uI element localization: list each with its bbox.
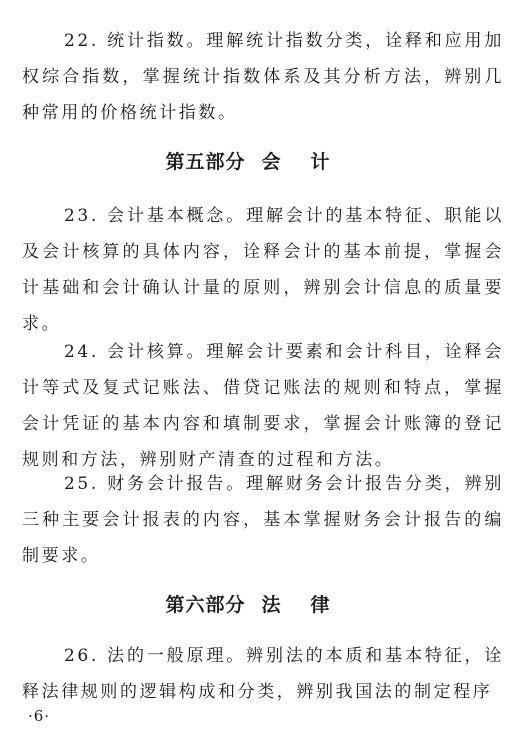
part-six-label: 第六部分 (165, 594, 246, 616)
part-five-topic: 会计 (261, 151, 360, 173)
item-25-financial-reports: 25. 财务会计报告。理解财务会计报告分类，辨别三种主要会计报表的内容，基本掌握财务会计报告的编制要求。 (22, 474, 504, 566)
item-26-law-principles: 26. 法的一般原理。辨别法的本质和基本特征，诠释法律规则的逻辑构成和分类，辨别我国法的制定程序 (22, 646, 504, 702)
item-22-statistical-index: 22. 统计指数。理解统计指数分类，诠释和应用加权综合指数，掌握统计指数体系及其分析方法，辨别几种常用的价格统计指数。 (22, 31, 504, 123)
item-24-accounting-procedures: 24. 会计核算。理解会计要素和会计科目，诠释会计等式及复式记账法、借贷记账法的规则和特点，掌握会计凭证的基本内容和填制要求，掌握会计账簿的登记规则和方法，辨别财产清查的过程和方法。 (22, 342, 504, 470)
part-five-label: 第五部分 (165, 151, 246, 173)
page-number: ·6· (28, 707, 51, 725)
part-six-heading (0, 591, 525, 619)
part-five-heading (0, 148, 525, 176)
item-23-accounting-concepts: 23. 会计基本概念。理解会计的基本特征、职能以及会计核算的具体内容，诠释会计的基本前提，掌握会计基础和会计确认计量的原则，辨别会计信息的质量要求。 (22, 206, 504, 334)
part-six-topic: 法律 (261, 594, 360, 616)
